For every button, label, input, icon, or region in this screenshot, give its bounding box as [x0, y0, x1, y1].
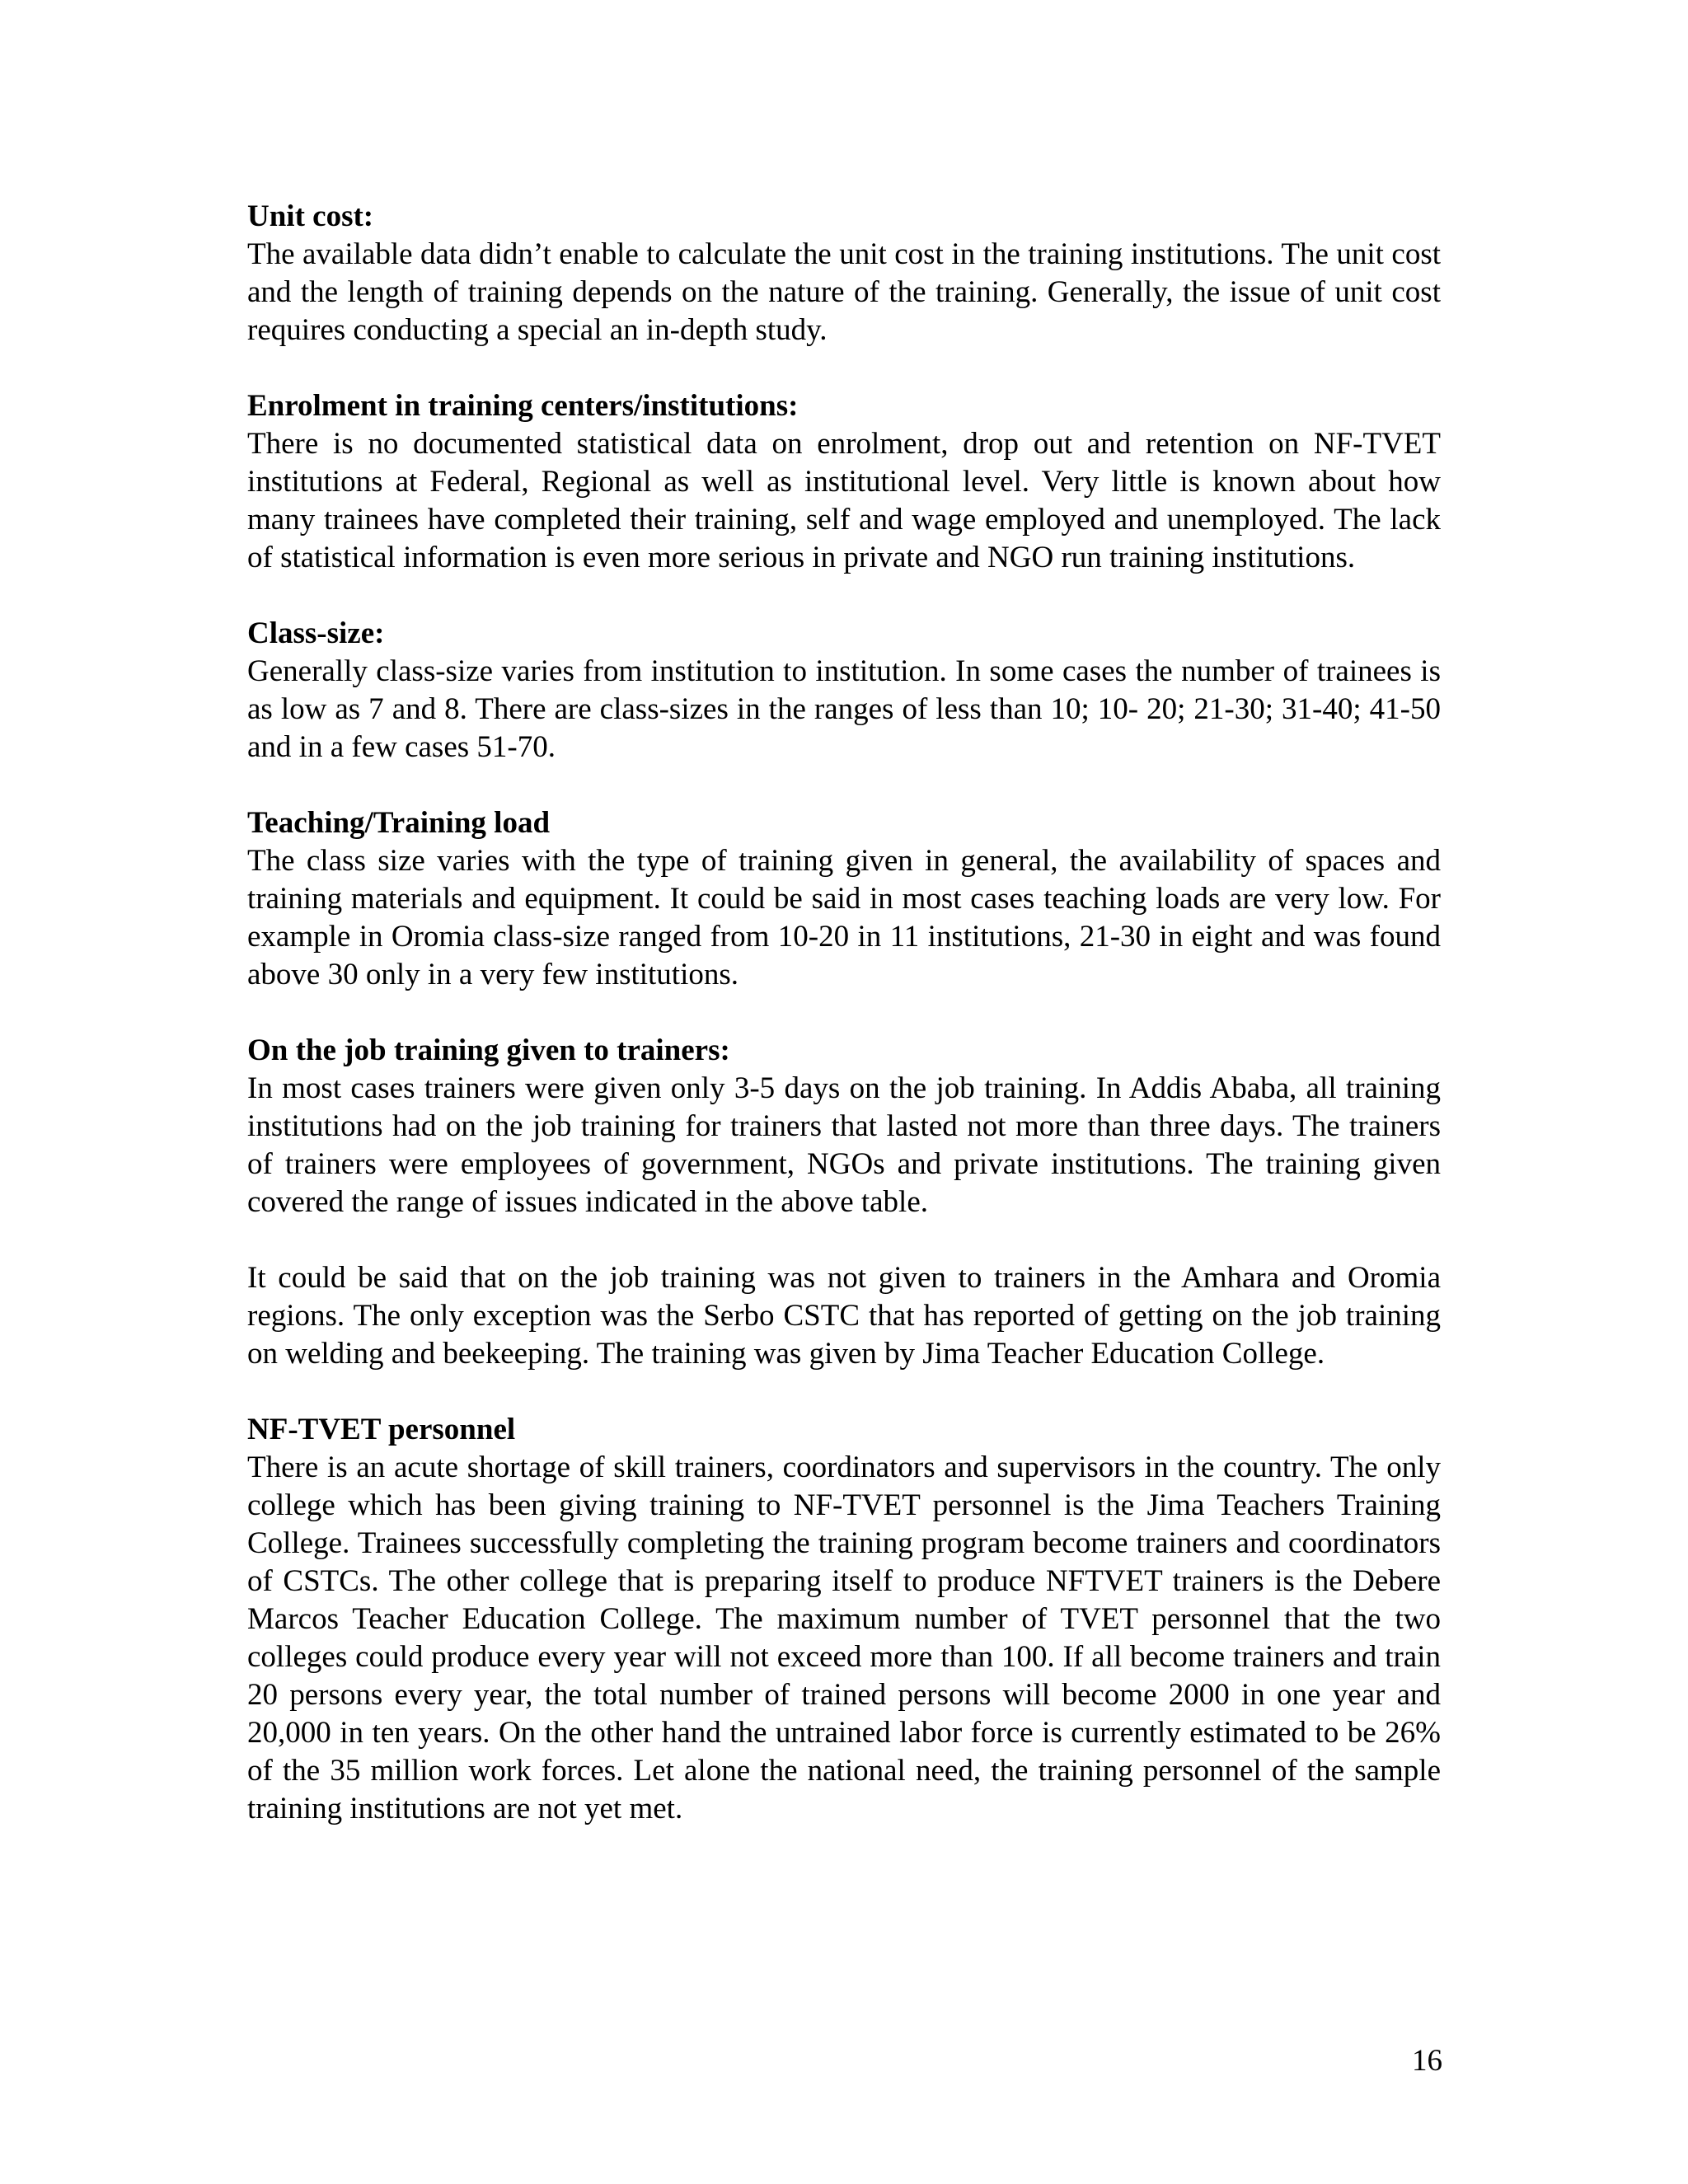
- section-paragraph: There is no documented statistical data on enrolment, drop out and retention on NF-TVET institutions at Federal, Regional as well as institutional level. Very little is known about how many trainees have completed their training, self and wage employed and unemployed. The lack of statistical information is even more serious in private and NGO run training institutions.: [247, 427, 1441, 574]
- section-nftvet-personnel: [247, 1411, 1441, 1828]
- section-unit-cost: [247, 198, 1441, 349]
- section-paragraph: The available data didn’t enable to calculate the unit cost in the training institutions. The unit cost and the length of training depends on the nature of the training. Generally, the issue of unit cost requires conducting a special an in-depth study.: [247, 237, 1441, 347]
- section-heading: Enrolment in training centers/institutions:: [247, 389, 799, 423]
- section-heading: Class-size:: [247, 616, 385, 650]
- section-on-job-training: [247, 1032, 1441, 1373]
- section-paragraph: In most cases trainers were given only 3-5 days on the job training. In Addis Ababa, all training institutions had on the job training for trainers that lasted not more than three days. The trainers of trainers were employees of government, NGOs and private institutions. The training given covered the range of issues indicated in the above table.: [247, 1071, 1441, 1219]
- section-heading: Unit cost:: [247, 199, 374, 233]
- section-paragraph: It could be said that on the job training was not given to trainers in the Amhara and Oromia regions. The only exception was the Serbo CSTC that has reported of getting on the job training on welding and beekeeping. The training was given by Jima Teacher Education College.: [247, 1261, 1441, 1371]
- section-paragraph: There is an acute shortage of skill trainers, coordinators and supervisors in the country. The only college which has been giving training to NF-TVET personnel is the Jima Teachers Training College. Trainees successfully completing the training program become trainers and coordinators of CSTCs. The other college that is preparing itself to produce NFTVET trainers is the Debere Marcos Teacher Education College. The maximum number of TVET personnel that the two colleges could produce every year will not exceed more than 100. If all become trainers and train 20 persons every year, the total number of trained persons will become 2000 in one year and 20,000 in ten years. On the other hand the untrained labor force is currently estimated to be 26% of the 35 million work forces. Let alone the national need, the training personnel of the sample training institutions are not yet met.: [247, 1451, 1441, 1825]
- section-paragraph: Generally class-size varies from institution to institution. In some cases the number of trainees is as low as 7 and 8. There are class-sizes in the ranges of less than 10; 10- 20; 21-30; 31-40; 41-50 and in a few cases 51-70.: [247, 654, 1441, 764]
- section-class-size: [247, 615, 1441, 766]
- section-teaching-load: [247, 804, 1441, 994]
- section-heading: On the job training given to trainers:: [247, 1033, 730, 1067]
- document-body: [247, 198, 1441, 1866]
- section-heading: Teaching/Training load: [247, 806, 551, 840]
- page-number: 16: [1412, 2044, 1442, 2078]
- section-enrolment: [247, 387, 1441, 577]
- section-paragraph: The class size varies with the type of training given in general, the availability of spaces and training materials and equipment. It could be said in most cases teaching loads are very low. For example in Oromia class-size ranged from 10-20 in 11 institutions, 21-30 in eight and was found above 30 only in a very few institutions.: [247, 844, 1441, 991]
- section-heading: NF-TVET personnel: [247, 1413, 516, 1446]
